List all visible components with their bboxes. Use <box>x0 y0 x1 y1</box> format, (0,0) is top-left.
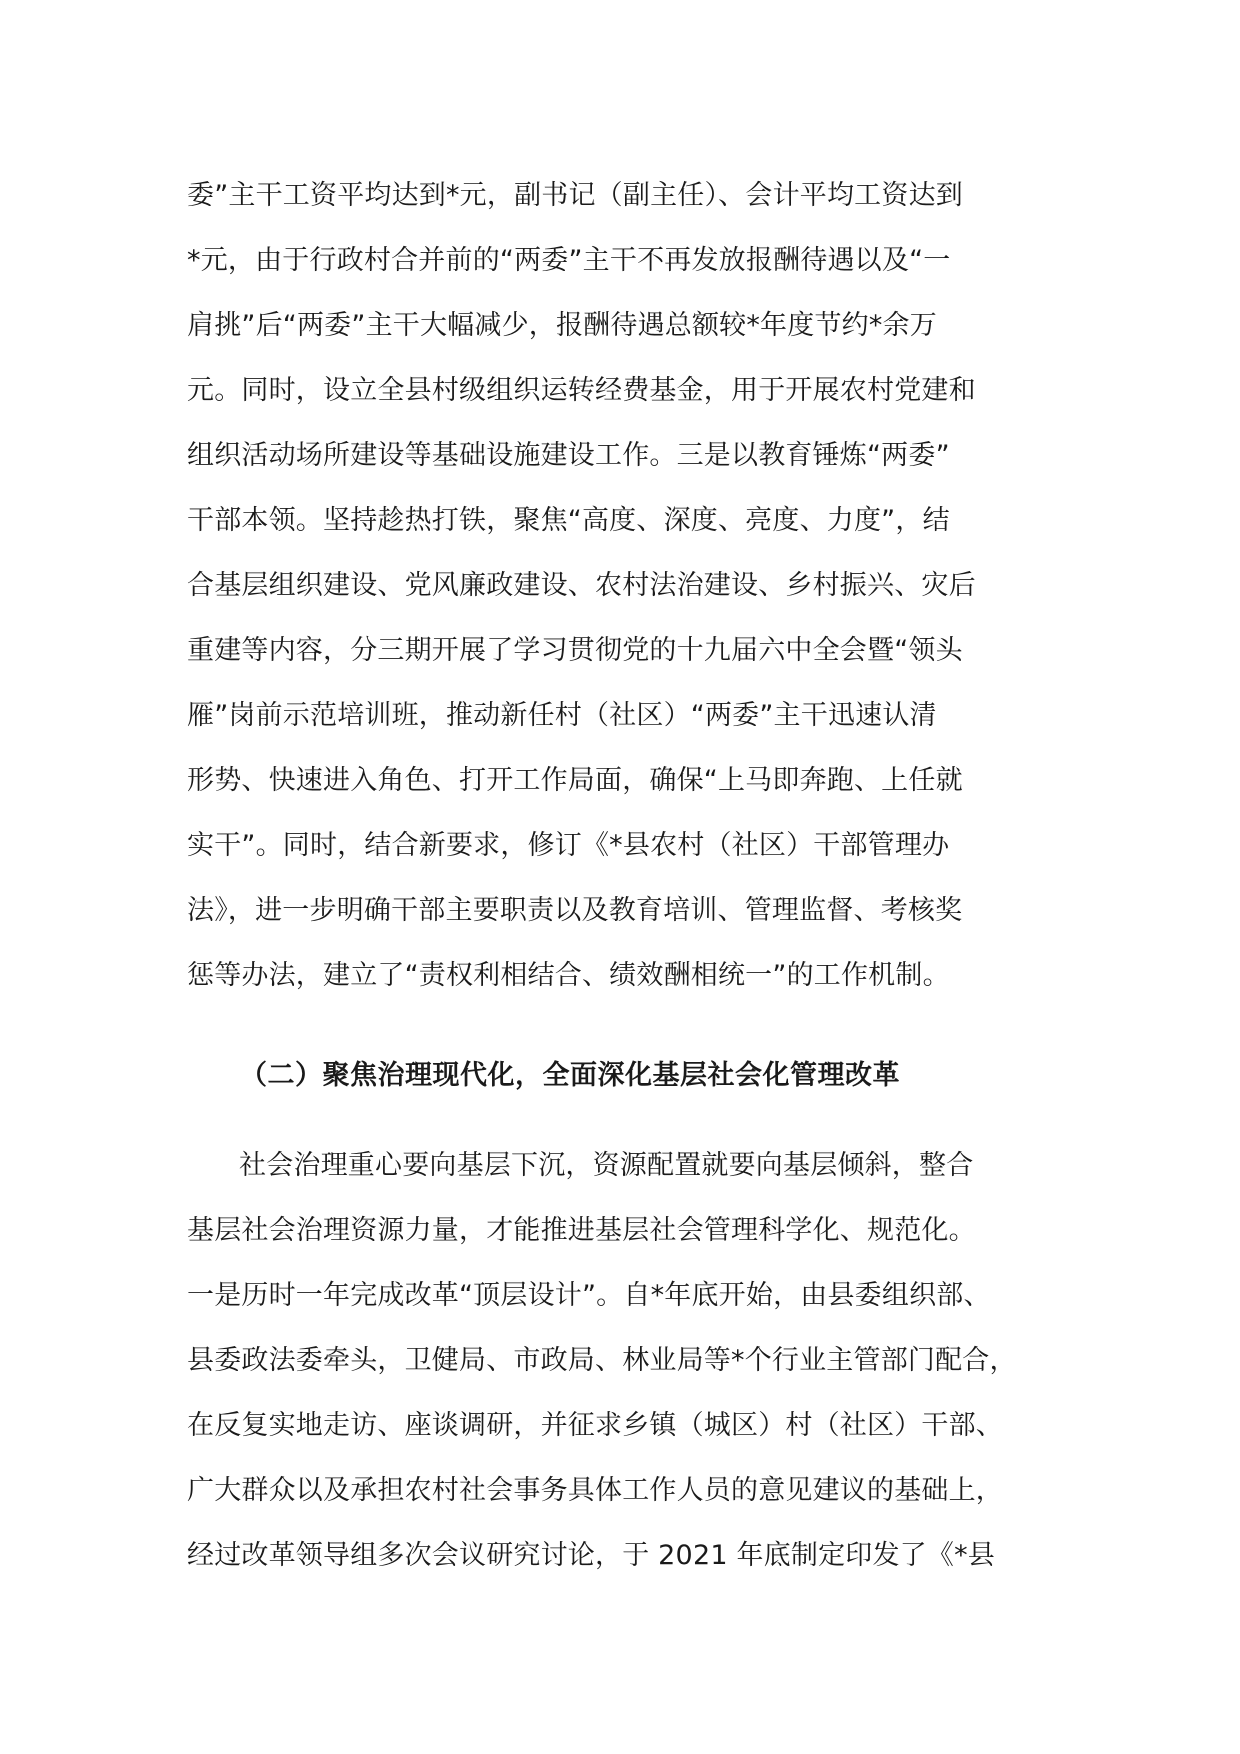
text-line: 委”主干工资平均达到*元，副书记（副主任）、会计平均工资达到 <box>187 180 963 211</box>
text-line: 组织活动场所建设等基础设施建设工作。三是以教育锤炼“两委” <box>187 440 950 471</box>
text-line: 一是历时一年完成改革“顶层设计”。自*年底开始，由县委组织部、 <box>187 1280 991 1311</box>
body-paragraph-2 <box>187 1133 1067 1588</box>
text-line: 干部本领。坚持趁热打铁，聚焦“高度、深度、亮度、力度”，结 <box>187 505 950 536</box>
text-line: 实干”。同时，结合新要求，修订《*县农村（社区）干部管理办 <box>187 830 950 861</box>
text-line: *元，由于行政村合并前的“两委”主干不再发放报酬待遇以及“一 <box>187 245 951 276</box>
text-line: 惩等办法，建立了“责权利相结合、绩效酬相统一”的工作机制。 <box>187 960 950 991</box>
text-line: 县委政法委牵头，卫健局、市政局、林业局等*个行业主管部门配合， <box>187 1345 1017 1376</box>
text-line: 法》，进一步明确干部主要职责以及教育培训、管理监督、考核奖 <box>187 895 963 926</box>
section-heading: （二）聚焦治理现代化，全面深化基层社会化管理改革 <box>240 1060 900 1091</box>
text-line: 形势、快速进入角色、打开工作局面，确保“上马即奔跑、上任就 <box>187 765 963 796</box>
text-line: 在反复实地走访、座谈调研，并征求乡镇（城区）村（社区）干部、 <box>187 1410 1003 1441</box>
text-line: 肩挑”后“两委”主干大幅减少，报酬待遇总额较*年度节约*余万 <box>187 310 937 341</box>
text-line: 基层社会治理资源力量，才能推进基层社会管理科学化、规范化。 <box>187 1215 976 1246</box>
text-line: 广大群众以及承担农村社会事务具体工作人员的意见建议的基础上， <box>187 1475 1003 1506</box>
text-line: 经过改革领导组多次会议研究讨论，于 2021 年底制定印发了《*县 <box>187 1540 995 1571</box>
text-line: 合基层组织建设、党风廉政建设、农村法治建设、乡村振兴、灾后 <box>187 570 976 601</box>
body-paragraph-1 <box>187 163 1067 1008</box>
text-line: 重建等内容，分三期开展了学习贯彻党的十九届六中全会暨“领头 <box>187 635 963 666</box>
text-line: 雁”岗前示范培训班，推动新任村（社区）“两委”主干迅速认清 <box>187 700 937 731</box>
text-line: 元。同时，设立全县村级组织运转经费基金，用于开展农村党建和 <box>187 375 976 406</box>
text-line: 社会治理重心要向基层下沉，资源配置就要向基层倾斜，整合 <box>239 1150 974 1181</box>
